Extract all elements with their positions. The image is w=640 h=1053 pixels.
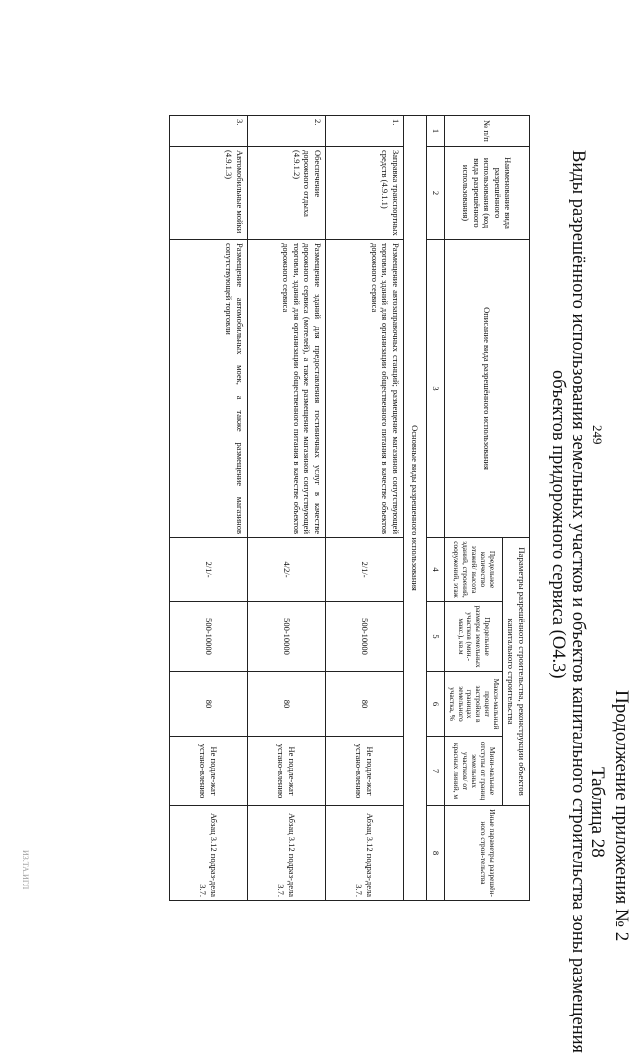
edge-mark: ИЗ.ТА.ИГЛ bbox=[21, 850, 30, 890]
plot-size-value: 500-10000 bbox=[169, 602, 247, 672]
floors-value: 2/1/- bbox=[325, 538, 403, 602]
setback-value: Не подле-жат устано-влению bbox=[325, 737, 403, 806]
table-row bbox=[169, 116, 247, 901]
column-number: 1 bbox=[426, 116, 444, 147]
header-row-1 bbox=[503, 116, 530, 901]
use-description: Размещение автозаправочных станций; размещение магазинов сопутствующей торговли, зданий для организации общественного питания в качестве объектов дорожного сервиса bbox=[325, 240, 403, 538]
plot-size-value: 500-10000 bbox=[247, 602, 325, 672]
table-row bbox=[247, 116, 325, 901]
floors-value: 4/2/- bbox=[247, 538, 325, 602]
appendix-continuation: Продолжение приложения № 2 bbox=[611, 690, 632, 942]
column-number: 6 bbox=[426, 672, 444, 737]
density-value: 80 bbox=[169, 672, 247, 737]
header-num: № п/п bbox=[444, 116, 529, 147]
column-number-row bbox=[426, 116, 444, 901]
header-plot-size: Предельные размеры земельных участков (мин.-макс.), кв.м bbox=[444, 602, 502, 672]
row-number: 1. bbox=[325, 116, 403, 147]
header-name: Наименование вида разрешённого использования (код вида разрешённого использования) bbox=[444, 147, 529, 240]
header-floors: Предельное количество этажей/ высота зданий, строений, сооружений, этаж bbox=[444, 538, 502, 602]
use-name: Автомобильные мойки (4.9.1.3) bbox=[169, 147, 247, 240]
setback-value: Не подле-жат устано-влению bbox=[247, 737, 325, 806]
use-name: Заправка транспортных средств (4.9.1.1) bbox=[325, 147, 403, 240]
table-number: Таблица 28 bbox=[587, 767, 608, 858]
column-number: 7 bbox=[426, 737, 444, 806]
other-value: Абзац 3.12 подраз-дела 3.7. bbox=[169, 806, 247, 901]
header-description: Описание вида разрешённого использования bbox=[444, 240, 529, 538]
section-row bbox=[403, 116, 426, 901]
header-density: Макси-мальный процент застройки в границах земельного участка, % bbox=[444, 672, 502, 737]
column-number: 5 bbox=[426, 602, 444, 672]
column-number: 2 bbox=[426, 147, 444, 240]
column-number: 8 bbox=[426, 806, 444, 901]
row-number: 3. bbox=[169, 116, 247, 147]
other-value: Абзац 3.12 подраз-дела 3.7. bbox=[325, 806, 403, 901]
table-title-line-2: объектов придорожного сервиса (О4.3) bbox=[548, 370, 568, 679]
table-row bbox=[325, 116, 403, 901]
header-setback: Мини-мальные отступы от границ земельных участков/ от красных линий, м bbox=[444, 737, 502, 806]
density-value: 80 bbox=[247, 672, 325, 737]
use-name: Обеспечение дорожного отдыха (4.9.1.2) bbox=[247, 147, 325, 240]
use-description: Размещение зданий для предоставления гостиничных услуг в качестве дорожного сервиса (мотелей), а также размещение магазинов сопутствующей торговли, зданий для организации общественного питания в качестве объектов дорожного сервиса bbox=[247, 240, 325, 538]
plot-size-value: 500-10000 bbox=[325, 602, 403, 672]
column-number: 4 bbox=[426, 538, 444, 602]
table-title-line-1: Виды разрешённого использования земельных участков и объектов капитального строительства зоны размещения bbox=[568, 150, 588, 1053]
setback-value: Не подле-жат устано-влению bbox=[169, 737, 247, 806]
header-params-group: Параметры разрешённого строительства, реконструкции объектов капитального строительства bbox=[503, 538, 530, 806]
other-value: Абзац 3.12 подраз-дела 3.7. bbox=[247, 806, 325, 901]
use-description: Размещение автомобильных моек, а также размещение магазинов сопутствующей торговли bbox=[169, 240, 247, 538]
row-number: 2. bbox=[247, 116, 325, 147]
zoning-table bbox=[169, 115, 530, 901]
page-number: 249 bbox=[590, 425, 605, 445]
header-other: Иные параметры разрешён-ного строи-тельства bbox=[444, 806, 529, 901]
section-title: Основные виды разрешенного использования bbox=[403, 116, 426, 901]
column-number: 3 bbox=[426, 240, 444, 538]
floors-value: 2/1/- bbox=[169, 538, 247, 602]
density-value: 80 bbox=[325, 672, 403, 737]
